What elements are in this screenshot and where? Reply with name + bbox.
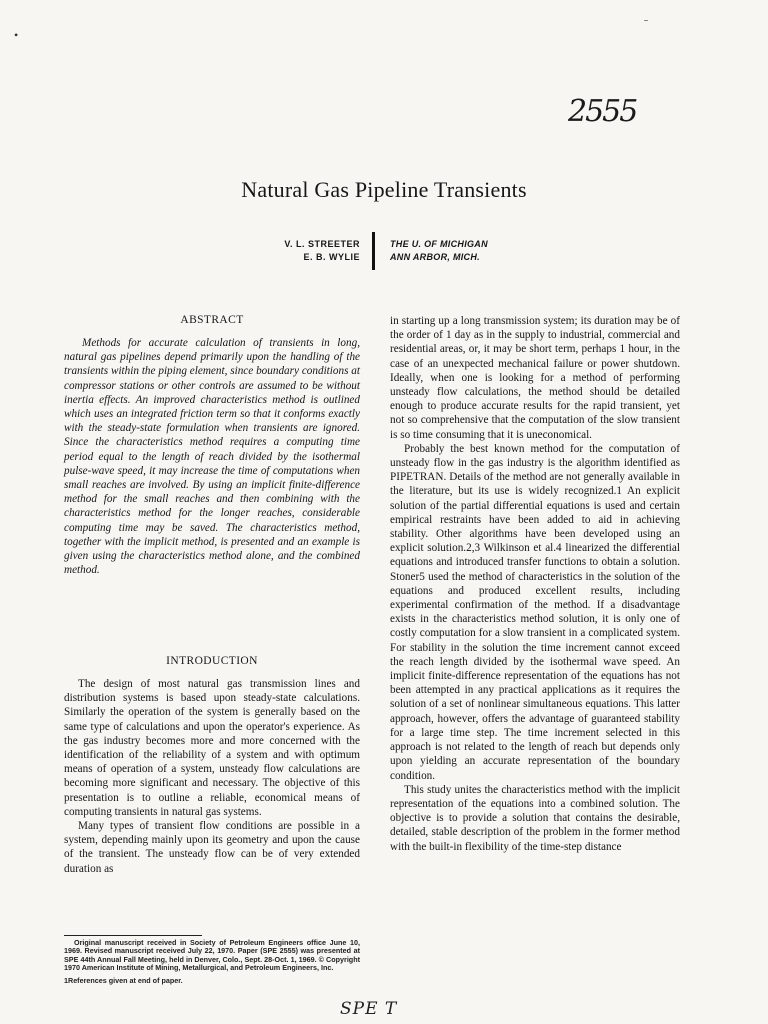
introduction-section [64,677,360,876]
handwritten-paper-number: 2555 [568,94,637,129]
right-column [390,314,680,854]
introduction-paragraph: The design of most natural gas transmission lines and distribution systems is based upon steady-state calculations. Similarly the operation of the system is generally based on the same type of calculations and upon the operator's experience. As the gas industry becomes more and more concerned with the identification of the reliability of a system and with optimum means of operation of a system, unsteady flow calculations are becoming more significant and necessary. The objective of this presentation is to outline a reliable, economical means of computing transients in natural gas systems. [64,678,360,818]
scan-speck-right: ˉ [644,16,648,30]
references-note: 1References given at end of paper. [64,975,183,985]
handwritten-bottom-mark: SPE T [340,999,398,1019]
scan-speck-left: • [14,28,19,42]
author-divider [372,232,375,270]
affiliation-line: THE U. OF MICHIGAN [390,239,488,249]
author-list [200,238,360,264]
introduction-paragraph: Many types of transient flow conditions are possible in a system, depending mainly upon its geometry and upon the cause of the transient. The unsteady flow can be of very extended duration as [64,820,360,875]
footnote-rule [64,935,202,936]
body-paragraph: This study unites the characteristics method with the implicit representation of the equations into a combined solution. The objective is to provide a solution that contains the desirable, detailed, stable description of the problem in the former method with the built-in flexibility of the time-step distance [390,783,680,853]
abstract-heading: ABSTRACT [180,314,244,326]
author-name: V. L. STREETER [284,239,360,249]
body-paragraph: Probably the best known method for the computation of unsteady flow in the gas industry is the algorithm identified as PIPETRAN. Details of the method are not generally available in the literature, but its use is widely recognized.1 An explicit solution of the partial differential equations is used and certain empirical restraints have been added to aid in achieving stability. Other algorithms have been developed using an explicit solution.2,3 Wilkinson et al.4 linearized the differential equations and introduced transfer functions to obtain a solution. Stoner5 used the method of characteristics in the solution of the equations and produced excellent results, including experimental confirmation of the method. If a disadvantage exists in the characteristics method solution, it is only one of costly computation for a slow transient in a complicated system. For stability in the solution the time increment cannot exceed the reach length divided by the isothermal wave speed. An implicit finite-difference representation of the equations has not been attempted in any practical applications as it requires the solution of a set of nonlinear simultaneous equations. This latter approach, however, offers the advantage of guaranteed stability for a large time step. The time increment selected in this approach is not related to the length of reach but depends only upon yielding an accurate representation of the boundary condition. [390,442,680,782]
footnote [64,939,360,985]
abstract-section [64,336,360,577]
body-paragraph: in starting up a long transmission system; its duration may be of the order of 1 day as in the supply to industrial, commercial and residential areas, or, it may be short term, perhaps 1 hour, in the case of an unexpected mechanical failure or power shutdown. Ideally, when one is looking for a method of performing unsteady flow calculations, the method should be detailed enough to produce accurate results for the rapid transient, yet not so comprehensive that the computation of the slow transient is so time consuming that it is uneconomical. [390,315,680,441]
abstract-body: Methods for accurate calculation of transients in long, natural gas pipelines depend primarily upon the handling of the transients within the piping element, since boundary conditions at compressor stations or other controls are assumed to be without inertia effects. An improved characteristics method is outlined which uses an integrated friction term so that it conforms exactly with the steady-state formulation when transients are ignored. Since the characteristics method requires a computing time period equal to the length of reach divided by the isothermal pulse-wave speed, it may increase the time of computations when small reaches are involved. By using an implicit finite-difference method for the small reaches and then combining with the characteristics method for the longer reaches, considerable computing time may be saved. The characteristics method, together with the implicit method, is presented and an example is given using the characteristics method alone, and the combined method. [64,337,360,577]
paper-title: Natural Gas Pipeline Transients [241,177,527,202]
manuscript-note: Original manuscript received in Society of Petroleum Engineers office June 10, 1969. Revised manuscript received July 22, 1970. Paper (SPE 2555) was presented at SPE 44th Annual Fall Meeting, held in Denver, Colo., Sept. 28-Oct. 1, 1969. © Copyright 1970 American Institute of Mining, Metallurgical, and Petroleum Engineers, Inc. [64,938,360,973]
author-name: E. B. WYLIE [303,252,360,262]
affiliation-line: ANN ARBOR, MICH. [390,252,480,262]
introduction-heading: INTRODUCTION [166,655,258,667]
affiliation [390,238,488,264]
